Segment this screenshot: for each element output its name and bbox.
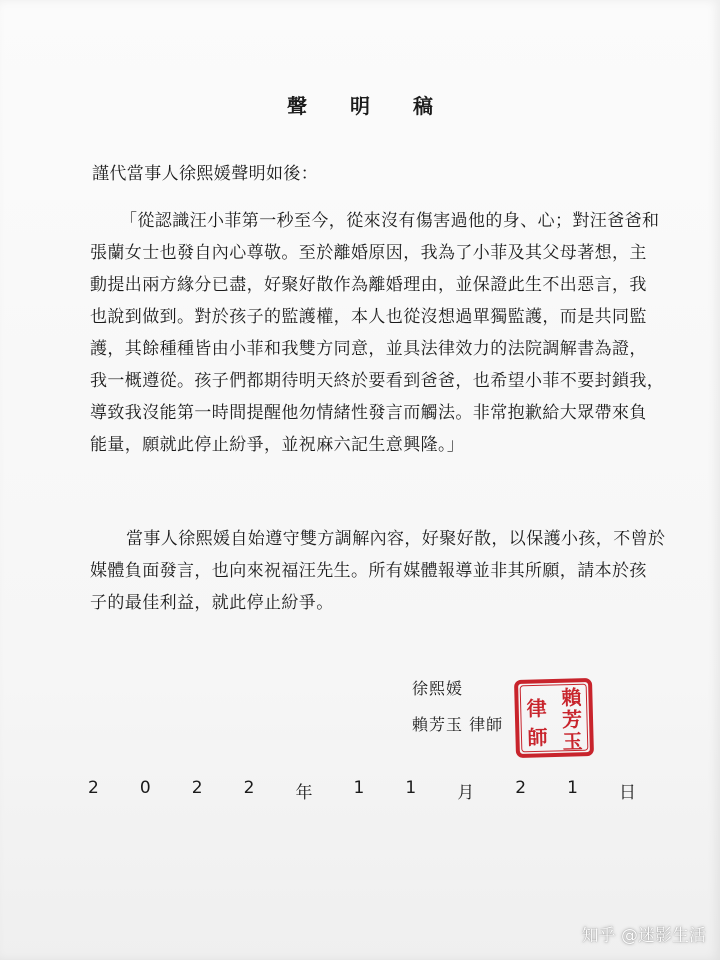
signatory-name: 徐熙媛 (412, 679, 464, 698)
quote-line: 導致我沒能第一時間提醒他勿情緒性發言而觸法。非常抱歉給大眾帶來負 (90, 403, 647, 423)
quote-line: 「從認識汪小菲第一秒至今，從來沒有傷害過他的身、心；對汪爸爸和 (120, 211, 660, 231)
closing-line: 子的最佳利益，就此停止紛爭。 (90, 593, 334, 613)
quote-line: 動提出兩方緣分已盡，好聚好散作為離婚理由，並保證此生不出惡言，我 (90, 275, 647, 295)
date-char: 月 (457, 783, 475, 803)
closing-line: 當事人徐熙媛自始遵守雙方調解內容，好聚好散，以保護小孩，不曾於 (126, 529, 666, 549)
document-title: 聲 明 稿 (287, 94, 451, 118)
date-char: 2 (515, 778, 527, 798)
closing-paragraph (90, 523, 666, 619)
lawyer-name: 賴芳玉 律師 (412, 715, 504, 734)
date-char: 1 (405, 778, 417, 798)
date-char: 1 (353, 778, 365, 798)
lawyer-seal-stamp (513, 677, 595, 759)
closing-line: 媒體負面發言，也向來祝福汪先生。所有媒體報導並非其所願，請本於孩 (90, 561, 647, 581)
date-char: 2 (191, 778, 203, 798)
document-date (88, 778, 636, 803)
zhihu-watermark: 知乎 @迷影生活 (581, 926, 706, 946)
statement-quote (90, 205, 665, 461)
svg-text:賴: 賴 (561, 685, 582, 710)
greeting-line: 謹代當事人徐熙媛聲明如後： (92, 164, 319, 184)
date-char: 0 (139, 778, 151, 798)
quote-line: 張蘭女士也發自內心尊敬。至於離婚原因，我為了小菲及其父母著想，主 (90, 243, 647, 263)
date-char: 年 (295, 783, 313, 803)
date-char: 2 (88, 778, 99, 798)
date-char: 2 (243, 778, 255, 798)
quote-line: 我一概遵從。孩子們都期待明天終於要看到爸爸，也希望小菲不要封鎖我， (90, 371, 665, 391)
quote-line: 能量，願就此停止紛爭，並祝麻六記生意興隆。」 (90, 435, 465, 455)
date-char: 1 (567, 778, 578, 798)
svg-text:玉: 玉 (562, 729, 583, 754)
quote-line: 也說到做到。對於孩子的監護權，本人也從沒想過單獨監護，而是共同監 (90, 307, 647, 327)
quote-line: 護，其餘種種皆由小菲和我雙方同意，並具法律效力的法院調解書為證， (90, 339, 647, 359)
svg-text:律: 律 (526, 696, 548, 721)
svg-text:師: 師 (527, 725, 548, 750)
svg-text:芳: 芳 (561, 707, 583, 732)
date-char: 日 (618, 783, 636, 803)
